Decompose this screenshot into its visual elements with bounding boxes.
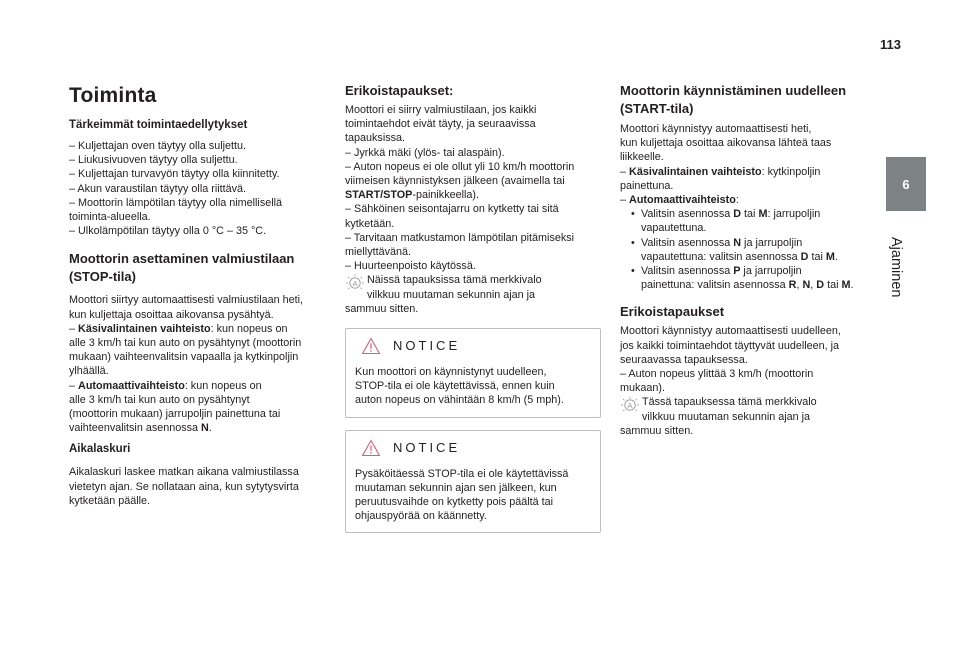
condition-item: – Liukusivuoven täytyy olla suljettu. [69, 154, 238, 167]
warning-triangle-icon [361, 337, 381, 355]
notice-text: Pysäköitäessä STOP-tila ei ole käytettävissä [355, 467, 569, 480]
condition-item: – Akun varaustilan täytyy olla riittävä. [69, 182, 247, 195]
standby-intro: Moottori siirtyy automaattisesti valmiustilaan heti, [69, 294, 304, 307]
special-cases-heading: Erikoistapaukset: [345, 83, 454, 98]
special-text: mukaan). [620, 382, 666, 395]
indicator-note-tail: sammuu sitten. [620, 424, 694, 437]
notice-box [345, 430, 601, 534]
timer-text: Aikalaskuri laskee matkan aikana valmiustilassa [69, 466, 299, 479]
selector-bullet-text: painettuna: valitsin asennossa R, N, D tai M. [641, 279, 854, 292]
manual-gearbox-item: – Käsivalintainen vaihteisto: kun nopeus on [69, 322, 288, 335]
special-item: – Auton nopeus ei ole ollut yli 10 km/h moottorin [345, 160, 575, 173]
restart-heading: Moottorin käynnistäminen uudelleen (START-tila) [620, 83, 847, 116]
special-text: Moottori käynnistyy automaattisesti uudelleen, [620, 325, 841, 338]
selector-bullet: • Valitsin asennossa D tai M: jarrupoljin [620, 207, 878, 221]
selector-bullet-text: vapautettuna: valitsin asennossa D tai M. [641, 250, 838, 263]
notice-text: peruutusvaihde on kytketty pois päältä tai [355, 496, 554, 509]
eco-indicator-icon [620, 396, 640, 414]
condition-item: – Ulkolämpötilan täytyy olla 0 °C – 35 °C. [69, 225, 267, 238]
special-item: – Huurteenpoisto käytössä. [345, 260, 476, 273]
special-text: – Auton nopeus ylittää 3 km/h (moottorin [620, 368, 814, 381]
chapter-number: 6 [902, 176, 910, 192]
condition-item: – Kuljettajan oven täytyy olla suljettu. [69, 140, 247, 152]
special-item: – Tarvitaan matkustamon lämpötilan pitämiseksi [345, 231, 575, 244]
special-text: seuraavassa tapauksessa. [620, 353, 748, 366]
condition-item: – Kuljettajan turvavyön täytyy olla kiinnitetty. [69, 168, 280, 181]
special-item: kytketään. [345, 217, 395, 230]
timer-text: kytketään päälle. [69, 494, 151, 507]
manual-gearbox-text: alle 3 km/h tai kun auto on pysähtynyt (moottorin [69, 337, 302, 350]
notice-text: Kun moottori on käynnistynyt uudelleen, [355, 366, 547, 379]
restart-intro: liikkeelle. [620, 151, 664, 164]
standby-intro: kun kuljettaja osoittaa aikovansa pysähtyä. [69, 308, 274, 321]
svg-text:A: A [352, 279, 358, 289]
indicator-note: A Tässä tapauksessa tämä merkkivalo vilkkuu muutaman sekunnin ajan ja [620, 395, 878, 423]
warning-triangle-icon [361, 439, 381, 457]
svg-text:A: A [627, 401, 633, 411]
auto-gearbox-text: alle 3 km/h tai kun auto on pysähtynyt [69, 393, 250, 406]
notice-title: NOTICE [393, 337, 461, 353]
selector-bullet: • Valitsin asennossa P ja jarrupoljin [620, 264, 878, 278]
auto-gearbox-item: – Automaattivaihteisto: [620, 194, 739, 207]
special-cases-heading: Erikoistapaukset [620, 304, 725, 320]
manual-gearbox-item: – Käsivalintainen vaihteisto: kytkinpoljin [620, 165, 821, 178]
timer-heading: Aikalaskuri [69, 443, 131, 456]
column-right [620, 82, 878, 438]
selector-bullet-text: vapautettuna. [641, 222, 707, 235]
section-title: Toiminta [69, 84, 157, 107]
restart-intro: kun kuljettaja osoittaa aikovansa lähteä taas [620, 137, 832, 150]
auto-gearbox-item: – Automaattivaihteisto: kun nopeus on [69, 379, 262, 392]
notice-text: ohjauspyörää on käännetty. [355, 510, 487, 523]
special-item: miellyttävänä. [345, 246, 412, 259]
manual-gearbox-text: mukaan) vaihteenvalitsin vapaalla ja kytkinpoljin [69, 351, 299, 364]
notice-title: NOTICE [393, 439, 461, 455]
special-item: – Sähköinen seisontajarru on kytketty tai sitä [345, 203, 559, 216]
condition-item: toiminta-alueella. [69, 211, 151, 224]
eco-indicator-icon [345, 274, 365, 292]
column-left [69, 82, 327, 508]
page-number: 113 [880, 37, 901, 52]
notice-text: STOP-tila ei ole käytettävissä, ennen kuin [355, 380, 555, 393]
chapter-label: Ajaminen [888, 237, 904, 298]
special-intro: toimintaehdot eivät täyty, ja seuraavissa [345, 118, 536, 131]
indicator-note: A Näissä tapauksissa tämä merkkivalo vilkkuu muutaman sekunnin ajan ja [345, 273, 601, 301]
special-item: – Jyrkkä mäki (ylös- tai alaspäin). [345, 146, 505, 159]
indicator-note-tail: sammuu sitten. [345, 302, 419, 315]
special-intro: tapauksissa. [345, 132, 406, 145]
notice-text: muutaman sekunnin ajan sen jälkeen, kun [355, 481, 557, 494]
restart-intro: Moottori käynnistyy automaattisesti heti, [620, 123, 812, 135]
column-middle [345, 82, 601, 533]
special-intro: Moottori ei siirry valmiustilaan, jos kaikki [345, 104, 537, 116]
standby-heading: Moottorin asettaminen valmiustilaan (STOP-tila) [69, 251, 295, 285]
manual-gearbox-text: ylhäällä. [69, 365, 109, 378]
special-item: viimeisen käynnistyksen jälkeen (avaimella tai [345, 175, 565, 188]
auto-gearbox-text: (moottorin mukaan) jarrupoljin painettuna tai [69, 408, 281, 421]
selector-bullet: • Valitsin asennossa N ja jarrupoljin [620, 236, 878, 250]
timer-text: vietetyn ajan. Se nollataan aina, kun sytytysvirta [69, 480, 299, 493]
auto-gearbox-text: vaihteenvalitsin asennossa N. [69, 422, 212, 435]
notice-box [345, 328, 601, 418]
special-text: jos kaikki toimintaehdot täyttyvät uudelleen, ja [620, 339, 840, 352]
notice-text: auton nopeus on vähintään 8 km/h (5 mph). [355, 394, 564, 407]
chapter-tab[interactable] [886, 157, 926, 211]
main-conditions-heading: Tärkeimmät toimintaedellytykset [69, 119, 248, 131]
condition-item: – Moottorin lämpötilan täytyy olla nimellisellä [69, 196, 283, 209]
manual-gearbox-text: painettuna. [620, 179, 674, 192]
special-item: START/STOP-painikkeella). [345, 189, 480, 202]
